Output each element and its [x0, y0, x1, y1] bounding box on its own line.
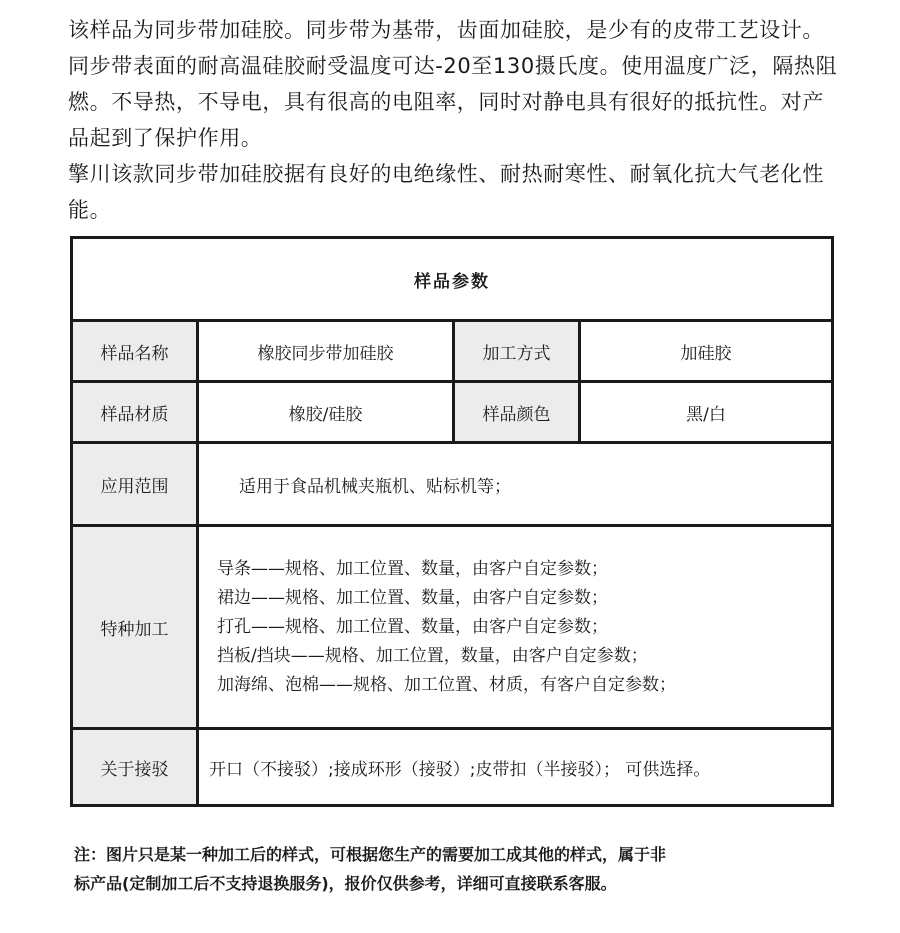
intro-paragraph-1: 该样品为同步带加硅胶。同步带为基带，齿面加硅胶，是少有的皮带工艺设计。同步带表面的耐高温硅胶耐受温度可达-20至130摄氏度。使用温度广泛，隔热阻燃。不导热，不导电，具有很高的电阻率，同时对静电具有很好的抵抗性。对产品起到了保护作用。	[68, 18, 838, 150]
note-text	[74, 840, 834, 898]
table-row	[72, 321, 833, 382]
application-label: 应用范围	[72, 443, 198, 526]
table-row	[72, 382, 833, 443]
special-process-line: 挡板/挡块——规格、加工位置，数量，由客户自定参数；	[217, 645, 648, 666]
special-process-line: 打孔——规格、加工位置、数量，由客户自定参数；	[217, 616, 608, 637]
joint-label: 关于接驳	[72, 729, 198, 806]
sample-name-value: 橡胶同步带加硅胶	[198, 321, 454, 382]
special-process-line: 导条——规格、加工位置、数量，由客户自定参数；	[217, 558, 608, 579]
note-line-2: 标产品(定制加工后不支持退换服务)，报价仅供参考，详细可直接联系客服。	[74, 874, 617, 893]
intro-text	[68, 12, 838, 228]
process-method-value: 加硅胶	[580, 321, 833, 382]
table-title: 样品参数	[72, 238, 833, 321]
special-process-value	[198, 526, 833, 729]
sample-color-label: 样品颜色	[454, 382, 580, 443]
note-line-1: 注：图片只是某一种加工后的样式，可根据您生产的需要加工成其他的样式，属于非	[74, 845, 667, 864]
sample-params-table	[70, 236, 834, 807]
sample-name-label: 样品名称	[72, 321, 198, 382]
table-row	[72, 526, 833, 729]
sample-color-value: 黑/白	[580, 382, 833, 443]
table-row	[72, 729, 833, 806]
special-process-line: 裙边——规格、加工位置、数量，由客户自定参数；	[217, 587, 608, 608]
joint-value: 开口（不接驳）;接成环形（接驳）;皮带扣（半接驳）； 可供选择。	[198, 729, 833, 806]
application-value: 适用于食品机械夹瓶机、贴标机等；	[198, 443, 833, 526]
intro-paragraph-2: 擎川该款同步带加硅胶据有良好的电绝缘性、耐热耐寒性、耐氧化抗大气老化性能。	[68, 162, 824, 222]
table-row	[72, 443, 833, 526]
process-method-label: 加工方式	[454, 321, 580, 382]
special-process-line: 加海绵、泡棉——规格、加工位置、材质，有客户自定参数；	[217, 674, 676, 695]
special-process-label: 特种加工	[72, 526, 198, 729]
sample-material-label: 样品材质	[72, 382, 198, 443]
sample-material-value: 橡胶/硅胶	[198, 382, 454, 443]
